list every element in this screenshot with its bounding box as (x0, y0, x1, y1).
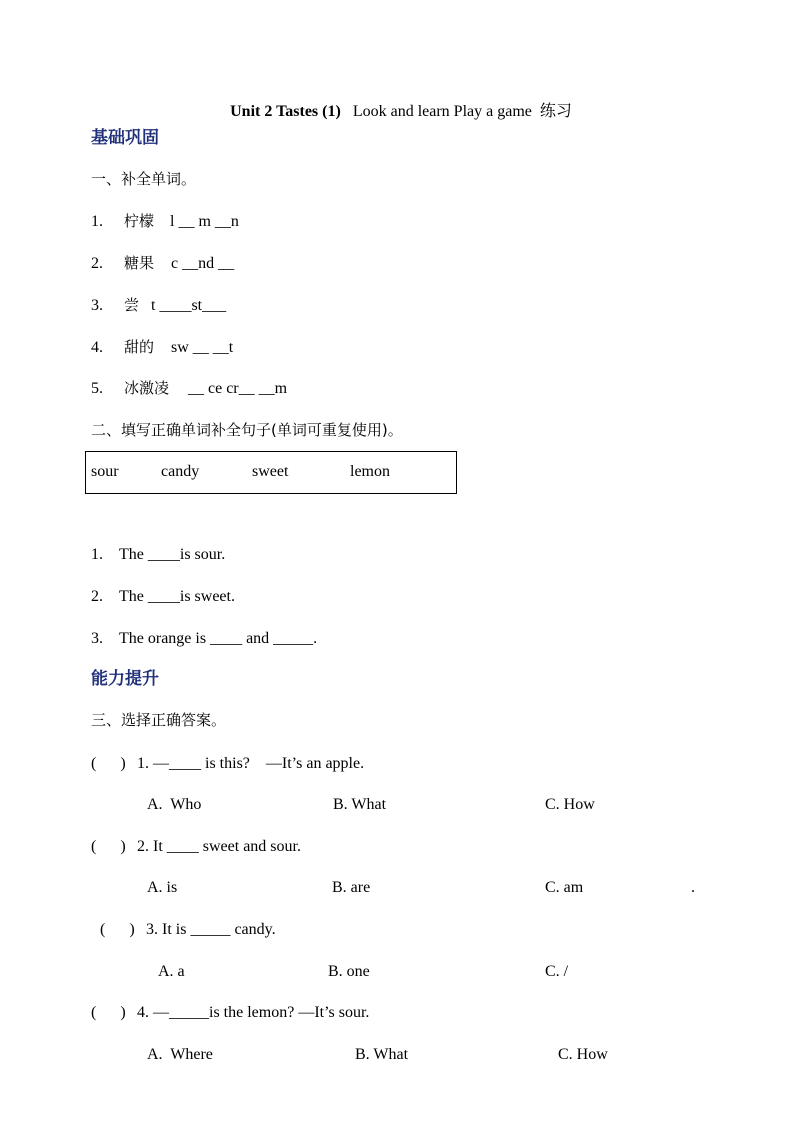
q1-text: 1. —____ is this? —It’s an apple. (137, 755, 365, 772)
section-heading-basics: 基础巩固 (91, 128, 159, 148)
part1-item-5-cn: 冰激凌 (124, 379, 170, 397)
q3-text: 3. It is _____ candy. (146, 921, 276, 938)
q3-option-b: B. one (328, 963, 370, 980)
word-bank-word: candy (161, 463, 200, 480)
q4-option-a: A. Where (147, 1046, 213, 1063)
q1-option-b: B. What (333, 796, 387, 813)
word-bank-box (85, 451, 457, 494)
part1-item-1-en: l __ m __n (170, 213, 239, 230)
q4-text: 4. —_____is the lemon? —It’s sour. (137, 1004, 370, 1021)
title-bold: Unit 2 Tastes (1) (230, 103, 341, 120)
q3-option-a: A. a (158, 963, 185, 980)
q2-text: 2. It ____ sweet and sour. (137, 838, 301, 855)
part1-item-3-num: 3. (91, 297, 103, 314)
q1-option-a: A. Who (147, 796, 202, 813)
page-title (0, 88, 794, 120)
part1-item-5-num: 5. (91, 380, 103, 397)
part2-item-3-text: The orange is ____ and _____. (119, 630, 318, 647)
part2-heading: 二、填写正确单词补全句子(单词可重复使用)。 (91, 421, 403, 439)
part1-item-2-num: 2. (91, 255, 103, 272)
part1-item-3-en: t ____st___ (151, 297, 227, 314)
q2-option-b: B. are (332, 879, 371, 896)
q2-option-a: A. is (147, 879, 178, 896)
part1-item-5-en: __ ce cr__ __m (188, 380, 288, 397)
part1-item-1-cn: 柠檬 (124, 212, 155, 230)
part1-item-4-cn: 甜的 (124, 338, 155, 356)
q4-option-b: B. What (355, 1046, 409, 1063)
word-bank-word: sweet (252, 463, 289, 480)
word-bank-word: lemon (350, 463, 390, 480)
q2-trailing-dot: . (691, 879, 695, 896)
q1-paren: ( ) (91, 755, 126, 772)
part1-item-1-num: 1. (91, 213, 103, 230)
part1-item-4-num: 4. (91, 339, 103, 356)
section-heading-advanced: 能力提升 (91, 669, 159, 689)
q3-paren: ( ) (100, 921, 135, 938)
part2-item-1-text: The ____is sour. (119, 546, 226, 563)
part2-item-1-num: 1. (91, 546, 103, 563)
title-rest: Look and learn Play a game 练习 (352, 103, 572, 120)
q2-option-c: C. am (545, 879, 584, 896)
q3-option-c: C. / (545, 963, 569, 980)
q4-option-c: C. How (558, 1046, 608, 1063)
part3-heading: 三、选择正确答案。 (91, 711, 227, 729)
part1-item-4-en: sw __ __t (171, 339, 234, 356)
part2-item-2-num: 2. (91, 588, 103, 605)
q1-option-c: C. How (545, 796, 595, 813)
part1-item-3-cn: 尝 (124, 296, 140, 314)
part2-item-2-text: The ____is sweet. (119, 588, 235, 605)
part1-heading: 一、补全单词。 (91, 170, 197, 188)
q2-paren: ( ) (91, 838, 126, 855)
q4-paren: ( ) (91, 1004, 126, 1021)
part1-item-2-cn: 糖果 (124, 254, 155, 272)
part2-item-3-num: 3. (91, 630, 103, 647)
part1-item-2-en: c __nd __ (171, 255, 235, 272)
word-bank-word: sour (91, 463, 119, 480)
